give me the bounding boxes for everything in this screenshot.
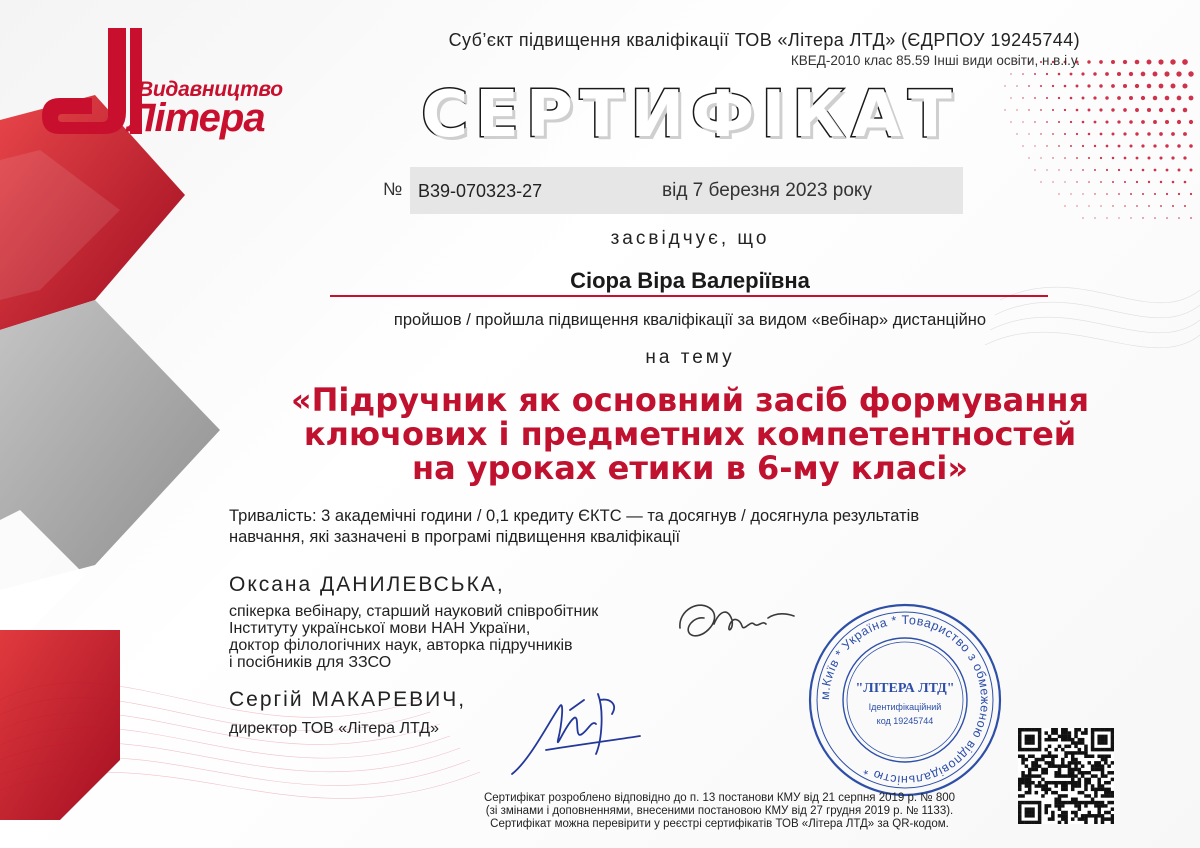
- recipient-name: Сіора Віра Валеріївна: [570, 268, 810, 293]
- speaker-role-line: доктор філологічних наук, авторка підручників: [229, 637, 573, 654]
- logo-word-publisher: Видавництво: [138, 78, 283, 101]
- stamp-center-line2: код 19245744: [876, 716, 934, 726]
- logo-word-brand: Літера: [128, 96, 265, 140]
- stamp-center-line1: Ідентифікаційний: [868, 702, 942, 712]
- stamp-center-title: "ЛІТЕРА ЛТД": [855, 681, 955, 696]
- speaker-signature-icon: [670, 590, 810, 660]
- svg-text:м.Київ * Україна * Товариство: [818, 613, 992, 787]
- topic-line: на уроках етики в 6-му класі»: [411, 449, 969, 487]
- official-seal-icon: [805, 600, 1005, 800]
- footer-line: (зі змінами і доповненнями, внесеними постановою КМУ від 27 грудня 2019 р. № 1133).: [485, 805, 954, 817]
- certificate-date: від 7 березня 2023 року: [662, 180, 872, 201]
- footer-line: Сертифікат можна перевірити у реєстрі сертифікатів ТОВ «Літера ЛТД» за QR-кодом.: [490, 818, 949, 830]
- duration-line: навчання, які зазначені в програмі підвищення кваліфікації: [229, 528, 681, 546]
- speaker-role-line: Інституту української мови НАН України,: [229, 620, 531, 637]
- name-underline: [330, 295, 1048, 297]
- number-sign: №: [383, 179, 403, 199]
- topic-line: «Підручник як основний засіб формування: [290, 381, 1090, 419]
- footer-legal-text: [432, 792, 1007, 831]
- topic-line: ключових і предметних компетентностей: [303, 415, 1077, 453]
- topic-title: [215, 383, 1165, 485]
- certificate-number: В39-070323-27: [418, 181, 543, 201]
- director-name: Сергій МАКАРЕВИЧ,: [229, 688, 467, 711]
- duration-text: [229, 506, 1109, 548]
- red-diamond-bottom: [0, 630, 120, 820]
- director-role: директор ТОВ «Літера ЛТД»: [229, 720, 439, 737]
- completion-text: пройшов / пройшла підвищення кваліфікації за видом «вебінар» дистанційно: [393, 311, 987, 329]
- header-kved-line: КВЕД-2010 клас 85.59 Інші види освіти, н.в.і.у.: [790, 53, 1080, 68]
- certifies-text: засвідчує, що: [610, 228, 770, 249]
- duration-line: Тривалість: 3 академічні години / 0,1 кредиту ЄКТС — та досягнув / досягнула результатів: [229, 507, 920, 525]
- speaker-name: Оксана ДАНИЛЕВСЬКА,: [229, 573, 505, 596]
- speaker-role-line: і посібників для ЗЗСО: [229, 654, 392, 671]
- on-topic-label: на тему: [645, 347, 735, 368]
- speaker-role: [229, 603, 598, 671]
- header-entity-line: Суб’єкт підвищення кваліфікації ТОВ «Літера ЛТД» (ЄДРПОУ 19245744): [448, 30, 1080, 50]
- footer-line: Сертифікат розроблено відповідно до п. 13 постанови КМУ від 21 серпня 2019 р. № 800: [483, 792, 956, 804]
- qr-code-icon[interactable]: [1018, 728, 1114, 824]
- stamp-ring-text: м.Київ * Україна * Товариство з обмеженою відповідальністю *: [817, 612, 993, 788]
- certificate-title: СЕРТИФІКАТ: [421, 78, 959, 152]
- speaker-role-line: спікерка вебінару, старший науковий співробітник: [229, 603, 599, 620]
- director-signature-icon: [500, 680, 660, 790]
